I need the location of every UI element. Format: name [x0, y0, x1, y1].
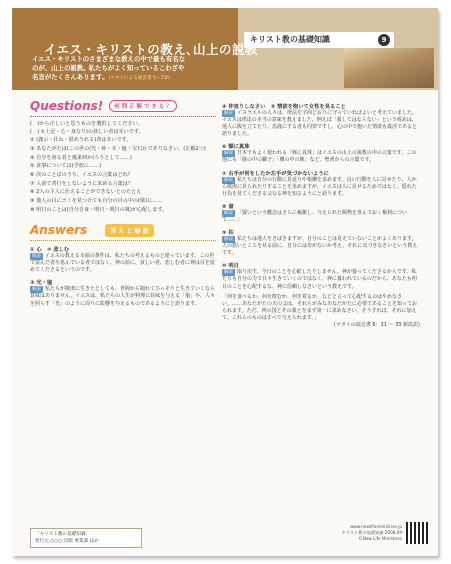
qr-code-icon — [406, 522, 428, 544]
question-item: ③ あなたがたは(この世の(光・砂・木・塩・宝石)) でありなさい。(正解2つ) — [30, 145, 206, 152]
answer-title: ⑩ 明日 — [222, 263, 239, 270]
questions-badge: 何 問 正 解 で き る ？ — [109, 100, 176, 112]
page-title: イエス・キリストの教え､山上の説教 — [44, 42, 259, 57]
answer-title: ① 心 ② 悲しむ — [30, 247, 70, 254]
right-column — [222, 98, 420, 329]
lead-line — [32, 73, 247, 83]
answer-text — [222, 177, 420, 198]
footer-box-line: 「キリスト教の基礎知識」 — [35, 532, 91, 537]
answer-text — [30, 286, 216, 307]
question-item: ⑧ 2人の主人に仕えることができないとのたとえ — [30, 189, 142, 196]
scripture-reference: (マタイの福音書 6：31 〜 33 新改訳) — [333, 321, 420, 328]
explanation-tag: 解説 — [32, 254, 41, 260]
answer-body: 私たちが敬虔に生きたとしても、世間から隔れてひっそりと生きていくなら意味はありません。イエスは、私たちの人生が料理に旨味を与える「塩」や、人々を照らす「光」のように周りに影響を与えるものであるようにと語ります。 — [30, 286, 216, 307]
explanation-tag: 解説 — [224, 237, 233, 243]
answer-text — [30, 253, 216, 274]
question-item: ( ) ①上記・心・身なり)の貧しい者は幸いです。 — [30, 128, 144, 135]
answer-title: ③ 光・塩 — [30, 280, 53, 287]
answer-title: ⑦ 右手が何をしたか左手が気づかないように — [222, 170, 329, 177]
lead-text — [32, 55, 247, 84]
answer-body: 「賢いという概念はさらに複雑し、与えられた賜物を喜んでおく権利について……」 — [222, 209, 407, 223]
answer-body: 取り戻す、今日のことを心配したりしません。神が養ってくださるからです。私たちも自分の力で日々生きていくのではなく、神に養われているのだから、あなたも明日のことを心配するな、神に信頼しなさいという教えです。 — [222, 269, 417, 290]
answer-text — [222, 269, 420, 290]
footer-info — [302, 524, 402, 542]
answer-body: 日本でもよく使われる「豚に真珠」はイエスの山上の説教の中の言葉です。この他にも「豚の中の獅子」「腰の中の豚」など、聖書からの言葉です。 — [222, 150, 417, 164]
answers-heading: Answers — [30, 223, 88, 238]
explanation-tag: 解説 — [224, 111, 233, 116]
footer-publisher-box — [30, 528, 142, 548]
footer-line: キリスト教の基礎知識 2008.09 — [341, 530, 402, 535]
answer-title: ⑧ 富 — [222, 203, 234, 210]
explanation-tag: 解説 — [224, 151, 233, 157]
series-number-badge: 9 — [378, 34, 390, 46]
lead-line-text: 名言がたくさんあります｡ — [32, 73, 106, 82]
answer-text — [222, 110, 420, 138]
answer-body: 私たちは自分の行動に見返りや報酬を求めます。良い行動を人に見せたり、人から敬虔に見られたりすることを求めますが、イエスは人に見せるためではなく、隠れた行為を見てくださる父なる神を知るようにと語ります。 — [222, 176, 417, 197]
divider — [30, 116, 216, 117]
question-item: ⑨ 他人の目にゴミを見つけても自分の目の中の(梁)に…… — [30, 198, 163, 205]
questions-heading: Questions! — [30, 99, 104, 113]
explanation-tag: 解説 — [224, 210, 233, 216]
answer-body: 私たちは他人をさばきますが、自分のことは見えていないことがよくあります。人の悪いところを見る前に、自分には非がないか考え、それに気づきなさいという教えです。 — [222, 236, 418, 257]
question-item: ⑤ 食事については(学校に……) — [30, 163, 102, 170]
header-banner — [12, 8, 438, 90]
lead-line: のが、山上の説教｡ 私たちがよく知っているこわざや — [32, 64, 185, 73]
series-label: キリスト教の基礎知識 — [250, 35, 330, 44]
lead-line: イエス・キリストのさまざまな教えの中で最も有名な — [32, 55, 185, 63]
left-column — [30, 98, 216, 308]
divider — [30, 240, 216, 241]
question-item: ② (義示・仕ね・慰めうれる)者は幸いです。 — [30, 137, 132, 144]
document-page — [12, 8, 438, 556]
scripture-quote: 「何を食べるか、何を飲むか、何を着るか、などと言って心配するのはやめなさい。……あなたがたの天の父は、それらがみなあなたがたに必要であることを知っておられます。ただ、神の国とその義とをまず第一に求めなさい。そうすれば、それに加えて、これらのものはすべて与えられます。」 — [222, 293, 418, 321]
question-item: ④ 自分を誇る者と後来何か(ろうとして……) — [30, 154, 132, 161]
answer-text — [222, 210, 420, 224]
answers-header — [30, 222, 216, 238]
explanation-tag: 解説 — [224, 177, 233, 183]
answer-title: ⑨ 柱 — [222, 230, 234, 237]
explanation-tag: 解説 — [224, 270, 233, 276]
answer-body: イスラエルの人々は、律法を字面どおりに守っていればよいと考えていました。イエスは律法の本当の意味を教えました。例えば「殺してはならない」という戒めは、他人に腹を立てたり、馬鹿にする者も同罪ですし、心の中で抱いた情欲も姦淫であると語りました。 — [222, 110, 418, 138]
question-item: ⑩ 明日のことは(自分自身・明日・明日の風)が心配します。 — [30, 206, 168, 213]
footer-box-line: 発行元 ○○○ 出版 事業部 ほか — [35, 539, 99, 544]
series-label-box — [244, 32, 394, 48]
questions-header — [30, 98, 216, 114]
answers-badge: 答 え と 解 説 — [105, 224, 153, 237]
answer-text — [222, 150, 420, 164]
question-item: ⑥ 次のことばのうち、イエスの言葉はどれ？ — [30, 172, 133, 179]
footer-copyright: ©New Life Ministries — [358, 536, 402, 541]
explanation-tag: 解説 — [32, 287, 41, 293]
answer-body: イエスの教える幸福の条件は、私たちの考えるものと違っています。この世で富んだ者や恵んでいる者ではなく、神の前に、貧しい者、悲しむ者に神は目を留めてくださるというのです。 — [30, 253, 215, 274]
answer-title: ④ 仲直りしなさい ⑤ 情欲を抱いて女性を見ること — [222, 104, 346, 110]
lead-reference: (マタイによる福音書 5〜7章) — [108, 76, 170, 82]
footer-url[interactable]: www.newlifeministries.jp — [350, 524, 402, 529]
question-item: ⑦ 人前で善行をしないように求める言葉は？ — [30, 180, 133, 187]
answer-text — [222, 236, 420, 257]
painting-image — [344, 48, 434, 88]
answer-title: ⑥ 額に真珠 — [222, 144, 250, 151]
questions-instruction: ( )から正しいと思うものを選択してください。 — [30, 121, 143, 127]
